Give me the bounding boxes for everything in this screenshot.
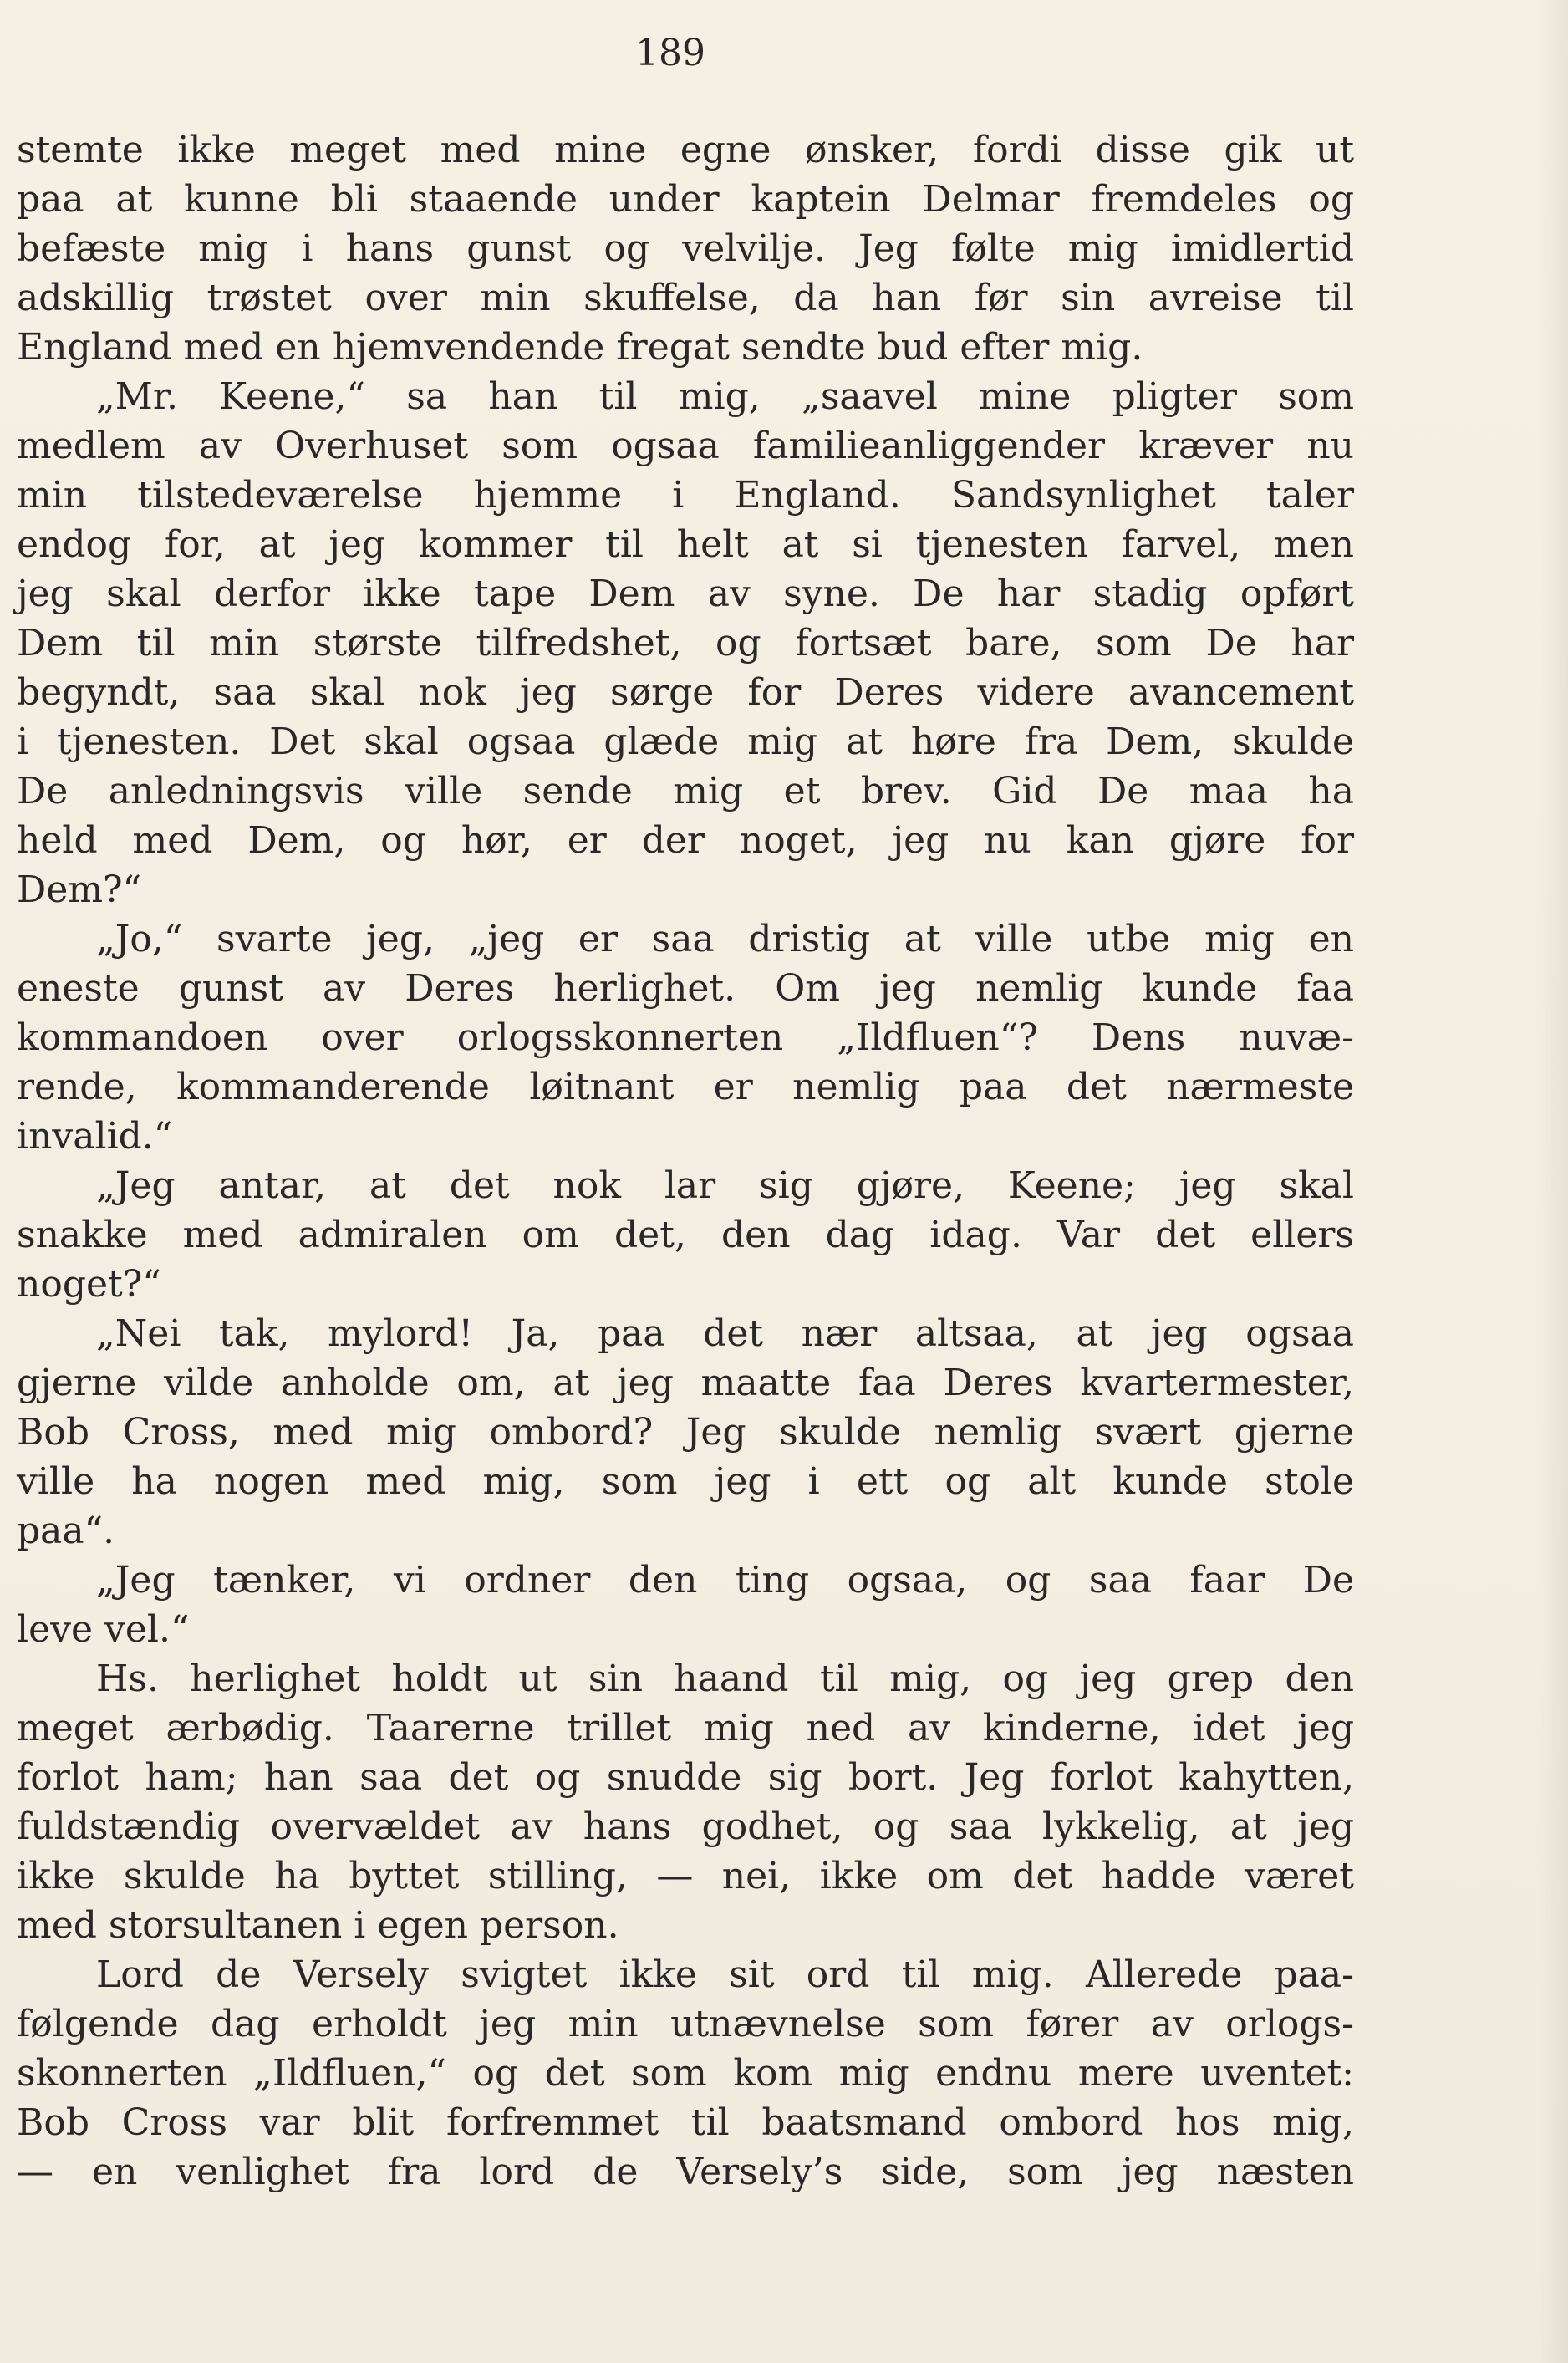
page-edge-shadow <box>1538 0 1568 2363</box>
text-line: Bob Cross, med mig ombord? Jeg skulde nemlig svært gjerne <box>17 1411 1354 1454</box>
text-line: meget ærbødig. Taarerne trillet mig ned av kinderne, idet jeg <box>17 1707 1354 1749</box>
text-line: forlot ham; han saa det og snudde sig bort. Jeg forlot kahytten, <box>17 1756 1354 1799</box>
text-line: min tilstedeværelse hjemme i England. Sandsynlighet taler <box>17 474 1354 517</box>
text-line: Dem?“ <box>17 868 142 911</box>
text-line: snakke med admiralen om det, den dag idag. Var det ellers <box>17 1214 1354 1256</box>
text-line: fuldstændig overvældet av hans godhet, og saa lykkelig, at jeg <box>17 1805 1354 1848</box>
page-number: 189 <box>635 32 705 74</box>
text-line: kommandoen over orlogsskonnerten „Ildfluen“? Dens nuvæ- <box>17 1016 1354 1059</box>
text-line: noget?“ <box>17 1263 161 1306</box>
text-line: adskillig trøstet over min skuffelse, da han før sin avreise til <box>17 277 1354 319</box>
text-line: følgende dag erholdt jeg min utnævnelse som fører av orlogs- <box>17 2003 1354 2045</box>
text-line: „Nei tak, mylord! Ja, paa det nær altsaa, at jeg ogsaa <box>96 1312 1354 1355</box>
text-line: „Jo,“ svarte jeg, „jeg er saa dristig at ville utbe mig en <box>96 918 1354 960</box>
text-line: ikke skulde ha byttet stilling, — nei, ikke om det hadde været <box>17 1855 1354 1897</box>
text-line: „Jeg tænker, vi ordner den ting ogsaa, og saa faar De <box>96 1559 1354 1602</box>
text-line: skonnerten „Ildfluen,“ og det som kom mig endnu mere uventet: <box>17 2052 1354 2095</box>
text-line: ville ha nogen med mig, som jeg i ett og alt kunde stole <box>17 1460 1354 1503</box>
body-text <box>17 125 1354 2197</box>
text-line: Bob Cross var blit forfremmet til baatsmand ombord hos mig, <box>17 2101 1354 2144</box>
text-line: invalid.“ <box>17 1115 173 1158</box>
text-line: med storsultanen i egen person. <box>17 1904 619 1947</box>
text-line: „Jeg antar, at det nok lar sig gjøre, Keene; jeg skal <box>96 1164 1354 1207</box>
text-line: paa“. <box>17 1510 115 1552</box>
text-line: „Mr. Keene,“ sa han til mig, „saavel mine pligter som <box>96 375 1354 418</box>
text-line: leve vel.“ <box>17 1608 190 1651</box>
text-line: stemte ikke meget med mine egne ønsker, fordi disse gik ut <box>17 129 1354 171</box>
text-line: eneste gunst av Deres herlighet. Om jeg nemlig kunde faa <box>17 967 1354 1010</box>
text-line: held med Dem, og hør, er der noget, jeg nu kan gjøre for <box>17 819 1354 862</box>
text-line: Lord de Versely svigtet ikke sit ord til mig. Allerede paa- <box>96 1953 1354 1996</box>
text-line: befæste mig i hans gunst og velvilje. Jeg følte mig imidlertid <box>17 227 1354 270</box>
text-line: begyndt, saa skal nok jeg sørge for Deres videre avancement <box>17 671 1354 714</box>
text-line: medlem av Overhuset som ogsaa familieanliggender kræver nu <box>17 425 1354 467</box>
text-line: Hs. herlighet holdt ut sin haand til mig, og jeg grep den <box>96 1658 1354 1700</box>
text-line: jeg skal derfor ikke tape Dem av syne. De har stadig opført <box>17 573 1354 615</box>
text-line: De anledningsvis ville sende mig et brev. Gid De maa ha <box>17 770 1354 812</box>
text-line: rende, kommanderende løitnant er nemlig paa det nærmeste <box>17 1066 1354 1108</box>
text-line: gjerne vilde anholde om, at jeg maatte faa Deres kvartermester, <box>17 1362 1354 1404</box>
text-line: paa at kunne bli staaende under kaptein Delmar fremdeles og <box>17 178 1354 221</box>
text-line: — en venlighet fra lord de Versely’s side, som jeg næsten <box>17 2151 1354 2193</box>
text-line: endog for, at jeg kommer til helt at si tjenesten farvel, men <box>17 523 1354 566</box>
text-line: Dem til min største tilfredshet, og fortsæt bare, som De har <box>17 622 1354 665</box>
text-line: England med en hjemvendende fregat sendte bud efter mig. <box>17 326 1143 369</box>
text-line: i tjenesten. Det skal ogsaa glæde mig at høre fra Dem, skulde <box>17 721 1354 763</box>
